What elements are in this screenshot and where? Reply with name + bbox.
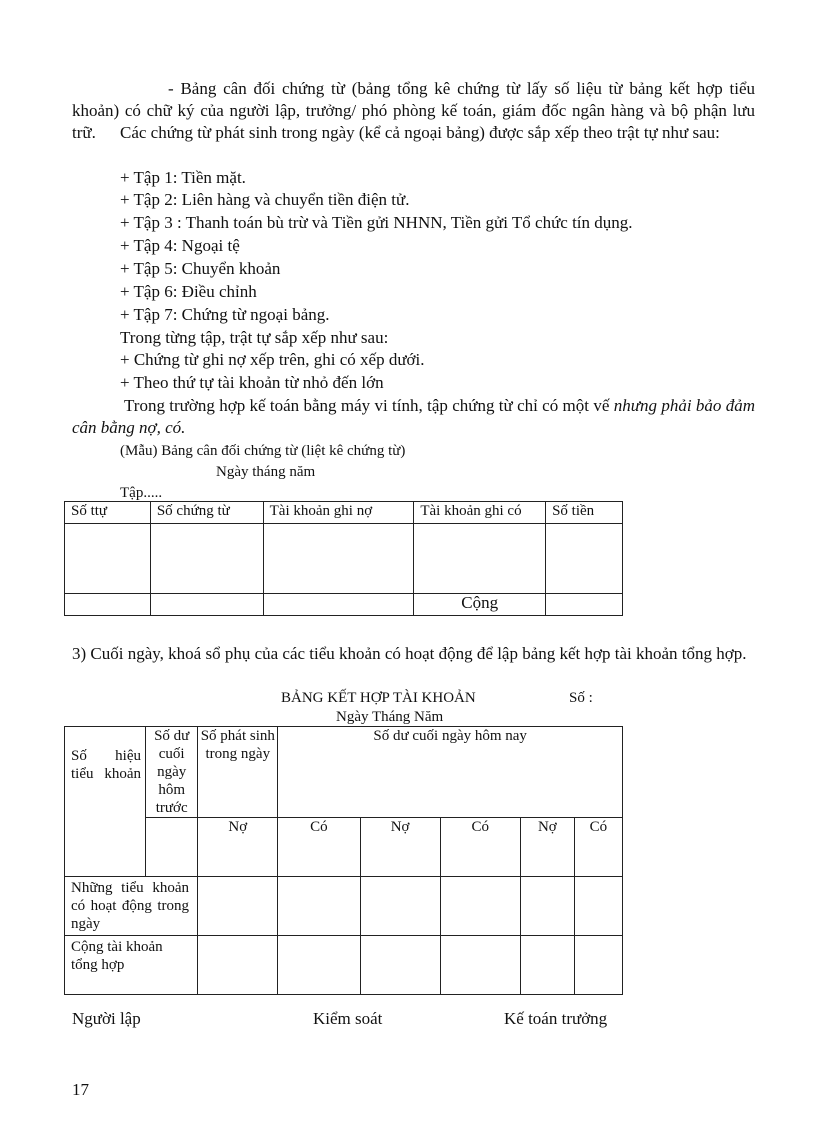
table-cell xyxy=(198,877,278,936)
tap-item: + Tập 6: Điều chỉnh xyxy=(120,282,257,301)
mau-date: Ngày tháng năm xyxy=(216,464,316,480)
table-cell xyxy=(546,594,623,616)
header-tk-ghi-co: Tài khoản ghi có xyxy=(414,502,546,524)
tap-item: + Tập 7: Chứng từ ngoại bảng. xyxy=(120,305,330,324)
row-cong-tai-khoan: Cộng tài khoản tổng hợp xyxy=(65,936,198,995)
table-cell xyxy=(574,936,622,995)
table-cell xyxy=(278,936,360,995)
header-so-phat-sinh: Số phát sinh trong ngày xyxy=(198,727,278,818)
sub-co: Có xyxy=(278,818,360,877)
table-cell xyxy=(150,524,263,594)
table-cell xyxy=(146,818,198,877)
sub-no: Nợ xyxy=(198,818,278,877)
signature-kiem-soat: Kiểm soát xyxy=(313,1009,383,1028)
bkh-so: Số : xyxy=(569,690,593,706)
bang-ket-hop-table xyxy=(64,726,623,995)
order-item: + Chứng từ ghi nợ xếp trên, ghi có xếp dưới. xyxy=(120,350,425,369)
tap-label: Tập..... xyxy=(120,485,163,501)
table-cell xyxy=(263,594,414,616)
page-number: 17 xyxy=(72,1080,89,1099)
tap-item: + Tập 5: Chuyển khoản xyxy=(120,259,281,278)
table-cell xyxy=(65,524,151,594)
para3-normal: Trong trường hợp kế toán bằng máy vi tính, tập chứng từ chỉ có một vế xyxy=(124,396,614,415)
table-cell xyxy=(574,877,622,936)
table-cell xyxy=(546,524,623,594)
table-cell xyxy=(440,936,520,995)
table-cell xyxy=(414,524,546,594)
header-tk-ghi-no: Tài khoản ghi nợ xyxy=(263,502,414,524)
table-cell xyxy=(440,877,520,936)
table-cell xyxy=(520,877,574,936)
table-cell xyxy=(65,594,151,616)
table-cell xyxy=(278,877,360,936)
bang-can-doi-table xyxy=(64,501,623,616)
signature-nguoi-lap: Người lập xyxy=(72,1009,141,1028)
header-so-du-nay: Số dư cuối ngày hôm nay xyxy=(278,727,623,818)
table-cell xyxy=(198,936,278,995)
table-cell xyxy=(150,594,263,616)
tap-item: + Tập 2: Liên hàng và chuyển tiền điện tử. xyxy=(120,190,410,209)
paragraph-chung-tu-phat-sinh: Các chứng từ phát sinh trong ngày (kể cả ngoại bảng) được sắp xếp theo trật tự như sau: xyxy=(120,123,720,142)
paragraph-may-vi-tinh xyxy=(72,395,755,439)
sub-no: Nợ xyxy=(520,818,574,877)
table-cell xyxy=(520,936,574,995)
bkh-date: Ngày Tháng Năm xyxy=(336,709,444,725)
row-tieu-khoan-hoat-dong: Những tiểu khoản có hoạt động trong ngày xyxy=(65,877,198,936)
table-cell xyxy=(360,877,440,936)
mau-title: (Mẫu) Bảng cân đối chứng từ (liệt kê chứng từ) xyxy=(120,443,406,459)
tap-item: + Tập 1: Tiền mặt. xyxy=(120,168,246,187)
sub-co: Có xyxy=(440,818,520,877)
tap-item: + Tập 3 : Thanh toán bù trừ và Tiền gửi NHNN, Tiền gửi Tổ chức tín dụng. xyxy=(120,213,633,232)
header-so-ttu: Số ttự xyxy=(65,502,151,524)
header-so-hieu: Số hiệu tiểu khoản xyxy=(65,727,146,877)
header-so-du-truoc: Số dư cuối ngày hôm trước xyxy=(146,727,198,818)
header-so-tien: Số tiền xyxy=(546,502,623,524)
signature-ke-toan-truong: Kế toán trưởng xyxy=(504,1009,608,1028)
table-cell xyxy=(263,524,414,594)
header-so-chung-tu: Số chứng từ xyxy=(150,502,263,524)
table-cell xyxy=(360,936,440,995)
tap-item: + Tập 4: Ngoại tệ xyxy=(120,236,240,255)
para3-italic: nhưng phải bảo đảm cân bằng nợ, có. xyxy=(72,396,755,437)
sub-co: Có xyxy=(574,818,622,877)
sub-no: Nợ xyxy=(360,818,440,877)
bkh-title: BẢNG KẾT HỢP TÀI KHOẢN xyxy=(281,690,476,706)
section-3: 3) Cuối ngày, khoá sổ phụ của các tiểu khoản có hoạt động để lập bảng kết hợp tài khoản tổng hợp. xyxy=(72,644,747,663)
order-item: + Theo thứ tự tài khoản từ nhỏ đến lớn xyxy=(120,373,384,392)
paragraph-bang-can-doi: - Bảng cân đối chứng từ (bảng tổng kê chứng từ lấy số liệu từ bảng kết hợp tiểu khoản) có chữ ký của người lập, trưởng/ phó phòng kế toán, giám đốc ngân hàng và bộ phận lưu trữ. xyxy=(72,79,755,142)
order-intro: Trong từng tập, trật tự sắp xếp như sau: xyxy=(120,328,389,347)
total-label: Cộng xyxy=(414,594,546,616)
